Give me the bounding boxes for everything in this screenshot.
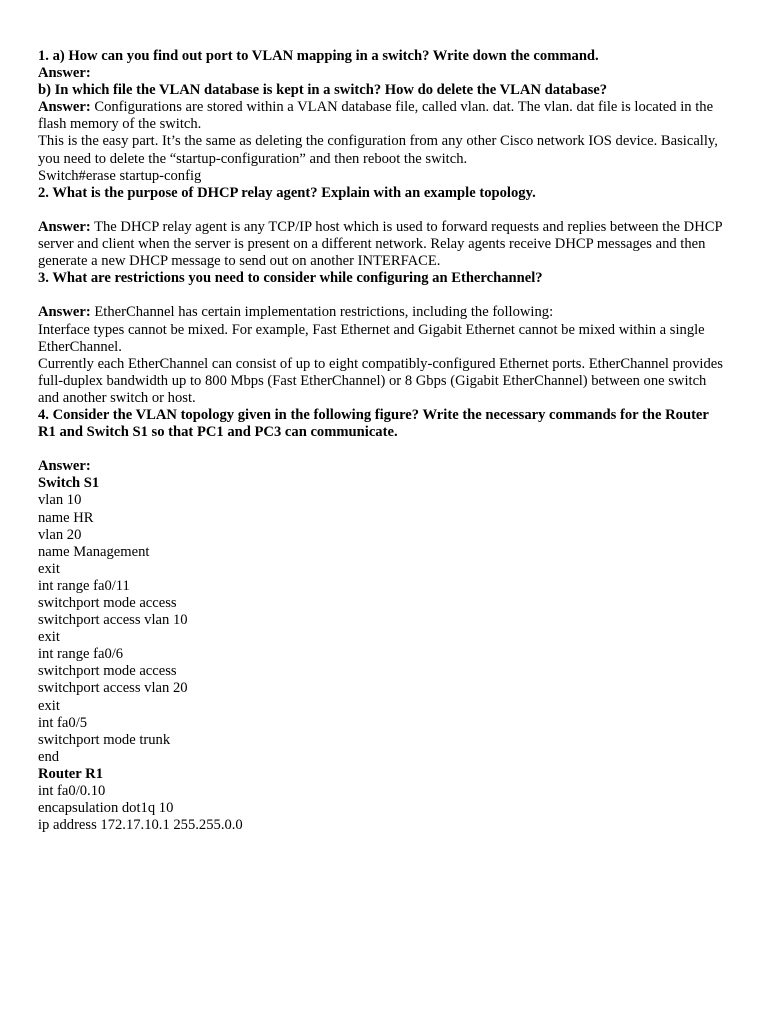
- command-line: encapsulation dot1q 10: [38, 800, 174, 817]
- command-line: name Management: [38, 543, 150, 560]
- command-line: switchport mode access: [38, 663, 177, 680]
- spacer: [38, 202, 730, 219]
- command-line: exit: [38, 629, 60, 646]
- q4-answer-label: Answer:: [38, 458, 91, 475]
- command-line: int fa0/0.10: [38, 783, 106, 800]
- spacer: [38, 287, 730, 304]
- router-r1-commands: [38, 783, 730, 834]
- q1a-answer-label: Answer:: [38, 65, 91, 82]
- q1b-answer-label: Answer:: [38, 99, 91, 116]
- q2-question: 2. What is the purpose of DHCP relay agent? Explain with an example topology.: [38, 184, 536, 201]
- command-line: switchport mode access: [38, 595, 177, 611]
- command-line: int range fa0/11: [38, 577, 130, 594]
- command-line: int range fa0/6: [38, 646, 124, 663]
- q3-question: 3. What are restrictions you need to consider while configuring an Etherchannel?: [38, 270, 543, 287]
- q2-answer: [38, 219, 730, 270]
- q1b-answer-text: Configurations are stored within a VLAN database file, called vlan. dat. The vlan. dat file is located in the flash memory of the switch.: [38, 99, 714, 133]
- command-line: switchport access vlan 20: [38, 680, 188, 697]
- q1b-answer-text2: This is the easy part. It’s the same as deleting the configuration from any other Cisco network IOS device. Basically, you need to delete the “startup-configuration” and then reboot the switch.: [38, 133, 718, 167]
- q3-point-2: Currently each EtherChannel can consist of up to eight compatibly-configured Ethernet ports. EtherChannel provides full-duplex bandwidth up to 800 Mbps (Fast EtherChannel) or 8 Gbps (Gigabit EtherChannel) between one switch and another switch or host.: [38, 355, 723, 406]
- q2-answer-text: The DHCP relay agent is any TCP/IP host which is used to forward requests and replies between the DHCP server and client when the server is present on a different network. Relay agents receive DHCP messages and then generate a new DHCP message to send out on another INTERFACE.: [38, 218, 723, 270]
- command-line: name HR: [38, 509, 94, 526]
- q4-question: 4. Consider the VLAN topology given in the following figure? Write the necessary commands for the Router R1 and Switch S1 so that PC1 and PC3 can communicate.: [38, 406, 709, 441]
- command-line: end: [38, 748, 60, 765]
- command-line: exit: [38, 697, 60, 714]
- q1b-answer: [38, 99, 730, 133]
- q3-point-1: Interface types cannot be mixed. For example, Fast Ethernet and Gigabit Ethernet cannot be mixed within a single EtherChannel.: [38, 321, 705, 355]
- q1a-question: 1. a) How can you find out port to VLAN mapping in a switch? Write down the command.: [38, 48, 599, 64]
- q2-answer-label: Answer:: [38, 218, 91, 235]
- command-line: int fa0/5: [38, 714, 88, 731]
- command-line: vlan 20: [38, 526, 82, 543]
- q3-answer-label: Answer:: [38, 304, 91, 321]
- q3-answer: [38, 304, 730, 321]
- spacer: [38, 441, 730, 458]
- command-line: vlan 10: [38, 492, 82, 509]
- switch-s1-commands: [38, 492, 730, 766]
- command-line: ip address 172.17.10.1 255.255.0.0: [38, 817, 243, 834]
- q3-answer-text: EtherChannel has certain implementation restrictions, including the following:: [90, 304, 554, 321]
- router-r1-heading: Router R1: [38, 765, 103, 782]
- command-line: switchport access vlan 10: [38, 612, 188, 629]
- switch-s1-heading: Switch S1: [38, 475, 100, 492]
- command-line: exit: [38, 560, 60, 577]
- command-line: switchport mode trunk: [38, 731, 171, 748]
- q1b-command: Switch#erase startup-config: [38, 167, 202, 184]
- q1b-question: b) In which file the VLAN database is kept in a switch? How do delete the VLAN database?: [38, 82, 608, 99]
